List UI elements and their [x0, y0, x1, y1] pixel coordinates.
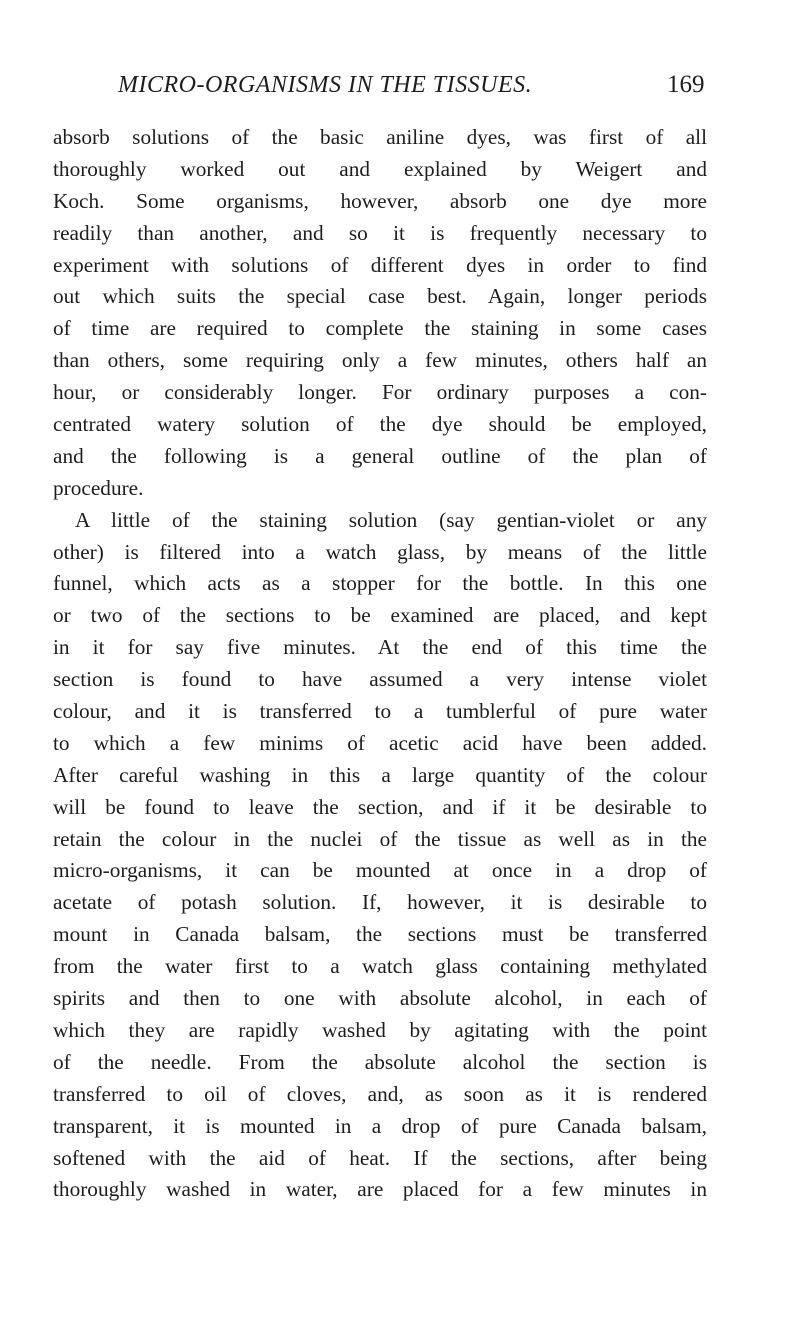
text-line: of time are required to complete the staining in some cases: [53, 316, 707, 341]
text-line: to which a few minims of acetic acid have been added.: [53, 730, 707, 755]
text-line: softened with the aid of heat. If the sections, after being: [53, 1145, 707, 1170]
text-line: from the water first to a watch glass containing methylated: [53, 954, 707, 979]
text-line: acetate of potash solution. If, however, it is desirable to: [53, 890, 707, 915]
text-line: Koch. Some organisms, however, absorb one dye more: [53, 188, 707, 213]
text-line: and the following is a general outline of the plan of: [53, 443, 707, 468]
text-line: which they are rapidly washed by agitating with the point: [53, 1017, 707, 1042]
text-line: micro-organisms, it can be mounted at once in a drop of: [53, 858, 707, 883]
text-line: hour, or considerably longer. For ordinary purposes a con-: [53, 380, 707, 405]
text-line: transparent, it is mounted in a drop of pure Canada balsam,: [53, 1113, 707, 1138]
text-line: funnel, which acts as a stopper for the bottle. In this one: [53, 571, 707, 596]
running-header: [0, 72, 801, 112]
text-line: experiment with solutions of different dyes in order to find: [53, 252, 707, 277]
text-line: mount in Canada balsam, the sections must be transferred: [53, 922, 707, 947]
text-line: will be found to leave the section, and if it be desirable to: [53, 794, 707, 819]
text-line: transferred to oil of cloves, and, as soon as it is rendered: [53, 1081, 707, 1106]
text-line: of the needle. From the absolute alcohol the section is: [53, 1049, 707, 1074]
body-text: [53, 122, 707, 1206]
text-line: colour, and it is transferred to a tumblerful of pure water: [53, 699, 707, 724]
text-line: procedure.: [53, 475, 144, 500]
text-line: spirits and then to one with absolute alcohol, in each of: [53, 986, 707, 1011]
text-line: centrated watery solution of the dye should be employed,: [53, 412, 707, 437]
text-line: thoroughly worked out and explained by Weigert and: [53, 156, 707, 181]
text-line: than others, some requiring only a few minutes, others half an: [53, 348, 707, 373]
text-line: thoroughly washed in water, are placed for a few minutes in: [53, 1177, 707, 1202]
text-line: other) is filtered into a watch glass, by means of the little: [53, 539, 707, 564]
text-line: out which suits the special case best. Again, longer periods: [53, 284, 707, 309]
text-line: readily than another, and so it is frequently necessary to: [53, 220, 707, 245]
text-line: After careful washing in this a large quantity of the colour: [53, 762, 707, 787]
page-number: 169: [667, 71, 705, 98]
running-title: MICRO-ORGANISMS IN THE TISSUES.: [118, 72, 533, 98]
text-line: section is found to have assumed a very intense violet: [53, 667, 707, 692]
text-line: or two of the sections to be examined are placed, and kept: [53, 603, 707, 628]
text-line: retain the colour in the nuclei of the tissue as well as in the: [53, 826, 707, 851]
text-line: absorb solutions of the basic aniline dyes, was first of all: [53, 125, 707, 149]
text-line: in it for say five minutes. At the end of this time the: [53, 635, 707, 660]
text-line: A little of the staining solution (say gentian-violet or any: [75, 507, 707, 532]
